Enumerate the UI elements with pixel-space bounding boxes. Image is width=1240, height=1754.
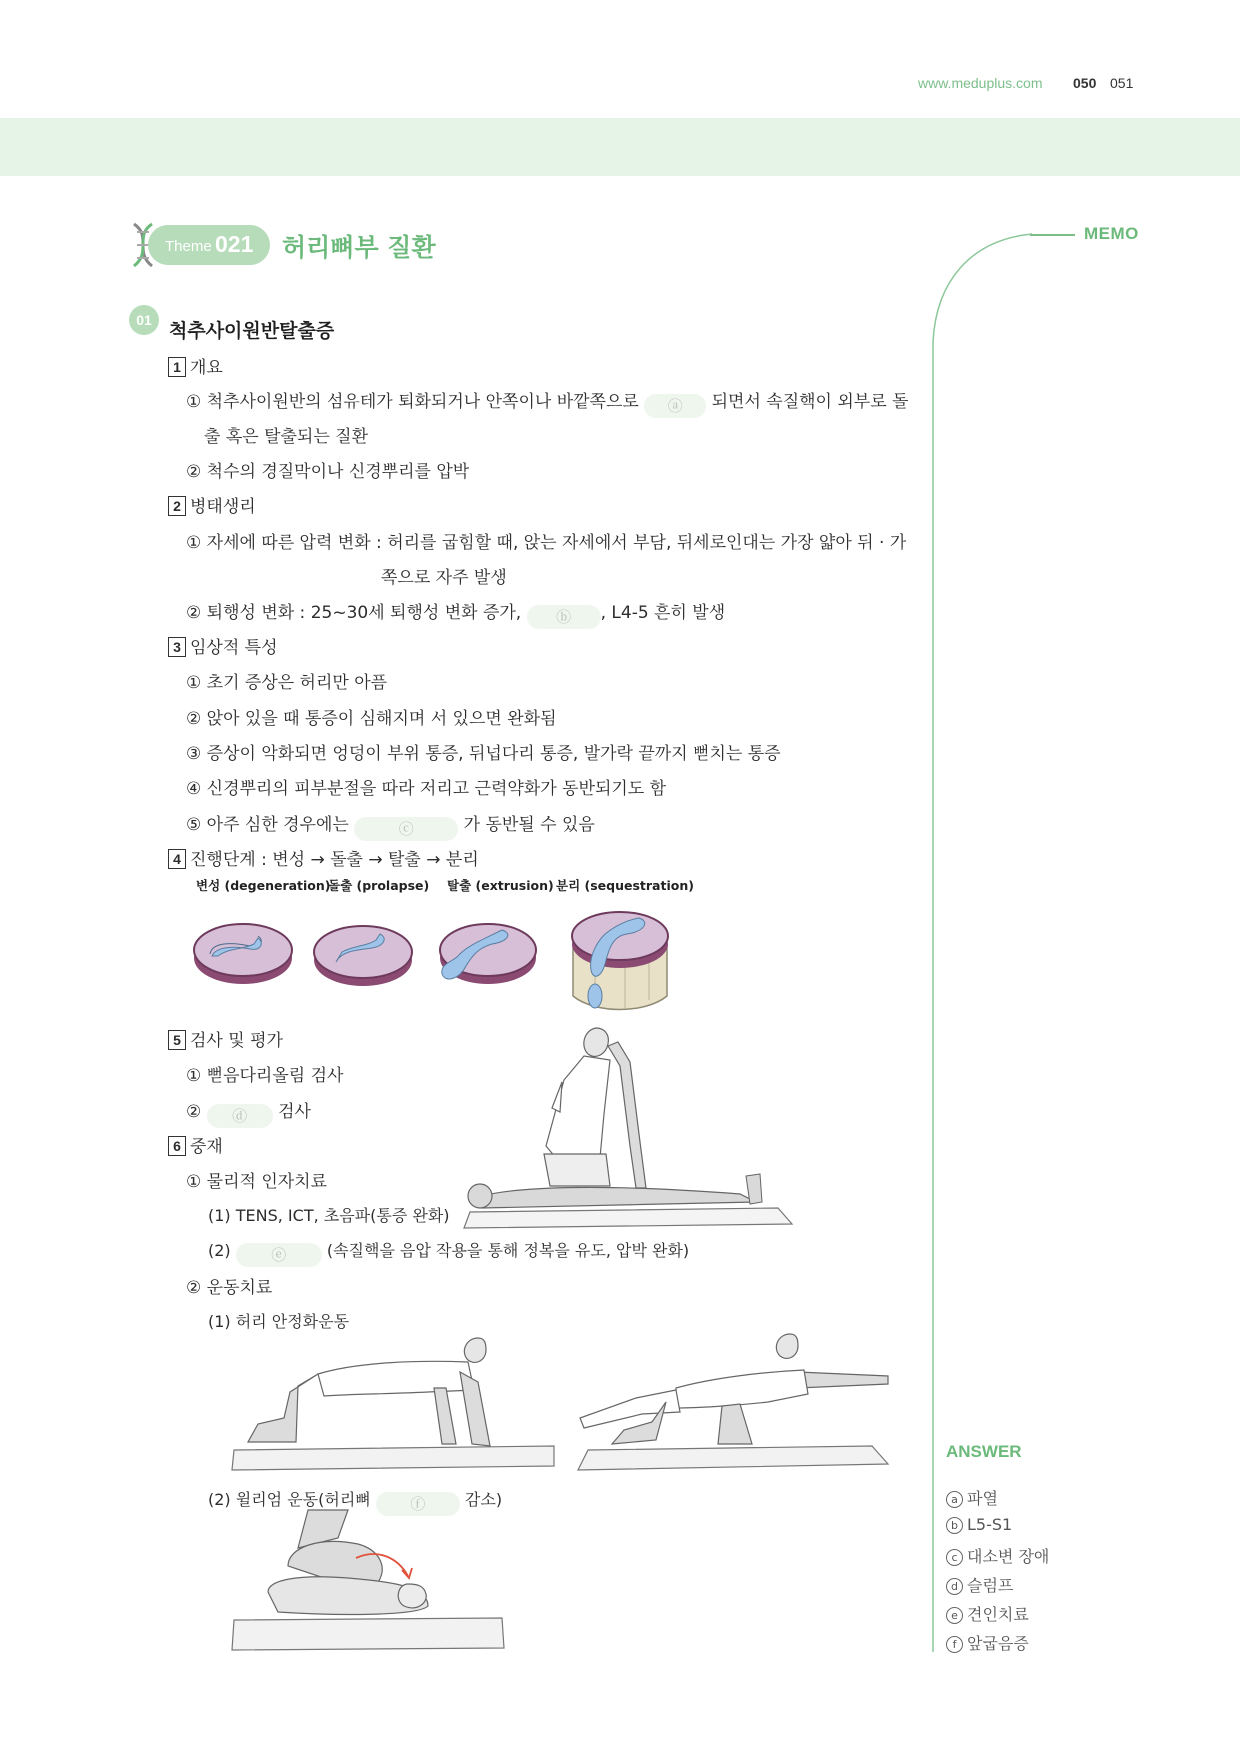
item-number: 3 (168, 637, 186, 657)
text-line: ① 물리적 인자치료 (186, 1172, 328, 1192)
answer-mark: c (946, 1549, 963, 1566)
answer-text: 견인치료 (967, 1605, 1029, 1624)
text-segment: (속질핵을 음압 작용을 통해 정복을 유도, 압박 완화) (326, 1241, 690, 1260)
text-line: ① 뻗음다리올림 검사 (186, 1066, 344, 1086)
answer-item (946, 1486, 998, 1509)
answer-mark: d (946, 1578, 963, 1595)
text-line: (1) TENS, ICT, 초음파(통증 완화) (208, 1206, 450, 1225)
text-line: (1) 허리 안정화운동 (208, 1312, 350, 1331)
text-segment: 가 동반될 수 있음 (463, 815, 595, 835)
theme-number: 021 (215, 231, 254, 257)
section-number-badge: 01 (129, 305, 159, 335)
memo-label: MEMO (1084, 224, 1139, 243)
heading-clinical (168, 633, 278, 658)
text-line: 출 혹은 탈출되는 질환 (204, 427, 369, 447)
heading-stages (168, 845, 479, 870)
answer-text: 슬럼프 (967, 1576, 1014, 1595)
text-line: ① 자세에 따른 압력 변화 : 허리를 굽힘할 때, 앉는 자세에서 부담, 뒤세로인대는 가장 얇아 뒤 · 가 (186, 533, 907, 553)
item-number: 2 (168, 496, 186, 516)
text-segment: (2) 윌리엄 운동(허리뼈 (208, 1490, 371, 1509)
text-segment: 되면서 속질핵이 외부로 돌 (711, 392, 909, 412)
heading-text: 진행단계 : 변성 → 돌출 → 탈출 → 분리 (190, 850, 479, 870)
answer-item (946, 1515, 1012, 1534)
heading-text: 검사 및 평가 (190, 1031, 283, 1051)
page-number-left: 050 (1073, 75, 1097, 91)
disc-prolapse-image (312, 922, 414, 988)
heading-pathophysiology (168, 492, 256, 517)
straight-leg-raise-illustration (460, 1026, 798, 1228)
theme-word: Theme (165, 238, 212, 255)
blank-c: ⓒ (354, 817, 458, 841)
text-segment: ② 퇴행성 변화 : 25~30세 퇴행성 변화 증가, (186, 603, 522, 623)
answer-item (946, 1631, 1029, 1654)
quadruped-exercise-illustration (228, 1332, 558, 1478)
answer-text: L5-S1 (967, 1515, 1013, 1534)
page-title: 허리뼈부 질환 (282, 233, 436, 262)
stage-label-prolapse: 돌출 (prolapse) (328, 878, 430, 893)
text-line (208, 1238, 689, 1267)
header-url[interactable]: www.meduplus.com (918, 75, 1043, 91)
text-line: ② 앉아 있을 때 통증이 심해지며 서 있으면 완화됨 (186, 709, 557, 729)
text-line: ② 운동치료 (186, 1278, 273, 1298)
answer-heading: ANSWER (946, 1442, 1022, 1461)
heading-text: 중재 (190, 1137, 223, 1157)
text-line (186, 598, 725, 629)
text-line: ④ 신경뿌리의 피부분절을 따라 저리고 근력약화가 동반되기도 함 (186, 779, 667, 799)
answer-mark: f (946, 1636, 963, 1653)
answer-mark: e (946, 1607, 963, 1624)
text-segment: ② (186, 1102, 202, 1122)
answer-item (946, 1602, 1029, 1625)
heading-assessment (168, 1026, 283, 1051)
item-number: 6 (168, 1136, 186, 1156)
blank-a: ⓐ (644, 394, 706, 418)
stage-label-extrusion: 탈출 (extrusion) (447, 878, 554, 893)
answer-mark: a (946, 1491, 963, 1508)
blank-e: ⓔ (236, 1243, 322, 1267)
answer-text: 앞굽음증 (967, 1634, 1029, 1653)
item-number: 1 (168, 357, 186, 377)
text-line: 쪽으로 자주 발생 (381, 568, 507, 588)
blank-b: ⓑ (527, 605, 601, 629)
text-line: ② 척수의 경질막이나 신경뿌리를 압박 (186, 462, 470, 482)
answer-item (946, 1573, 1013, 1596)
text-segment: ⑤ 아주 심한 경우에는 (186, 815, 349, 835)
answer-text: 파열 (967, 1489, 998, 1508)
stage-label-degeneration: 변성 (degeneration) (196, 878, 331, 893)
answer-mark: b (946, 1517, 963, 1534)
text-segment: , L4-5 흔히 발생 (600, 603, 726, 623)
page-number-right: 051 (1110, 75, 1134, 91)
answer-text: 대소변 장애 (967, 1547, 1050, 1566)
williams-exercise-illustration (228, 1508, 508, 1652)
memo-line (1030, 234, 1075, 236)
item-number: 5 (168, 1030, 186, 1050)
text-segment: (2) (208, 1241, 231, 1260)
section-title: 척추사이원반탈출증 (169, 320, 335, 342)
heading-text: 임상적 특성 (190, 638, 278, 658)
heading-text: 개요 (190, 358, 223, 378)
blank-f: ⓕ (376, 1492, 460, 1516)
header-band (0, 118, 1240, 176)
heading-intervention (168, 1132, 223, 1157)
disc-extrusion-image (432, 918, 540, 994)
bird-dog-exercise-illustration (572, 1332, 892, 1478)
text-line (186, 1097, 311, 1128)
text-line: ① 초기 증상은 허리만 아픔 (186, 673, 388, 693)
heading-text: 병태생리 (190, 497, 256, 517)
answer-item (946, 1544, 1049, 1567)
blank-d: ⓓ (207, 1104, 273, 1128)
text-line (186, 810, 595, 841)
text-segment: 검사 (278, 1102, 311, 1122)
text-segment: 감소) (464, 1490, 503, 1509)
memo-divider (930, 232, 1034, 1652)
stage-label-sequestration: 분리 (sequestration) (556, 878, 694, 893)
disc-sequestration-image (565, 904, 675, 1016)
text-segment: ① 척추사이원반의 섬유테가 퇴화되거나 안쪽이나 바깥쪽으로 (186, 392, 639, 412)
disc-degeneration-image (192, 922, 294, 986)
text-line: ③ 증상이 악화되면 엉덩이 부위 통증, 뒤넙다리 통증, 발가락 끝까지 뻗치는 통증 (186, 744, 781, 764)
item-number: 4 (168, 849, 186, 869)
text-line (186, 387, 908, 418)
heading-overview (168, 353, 223, 378)
